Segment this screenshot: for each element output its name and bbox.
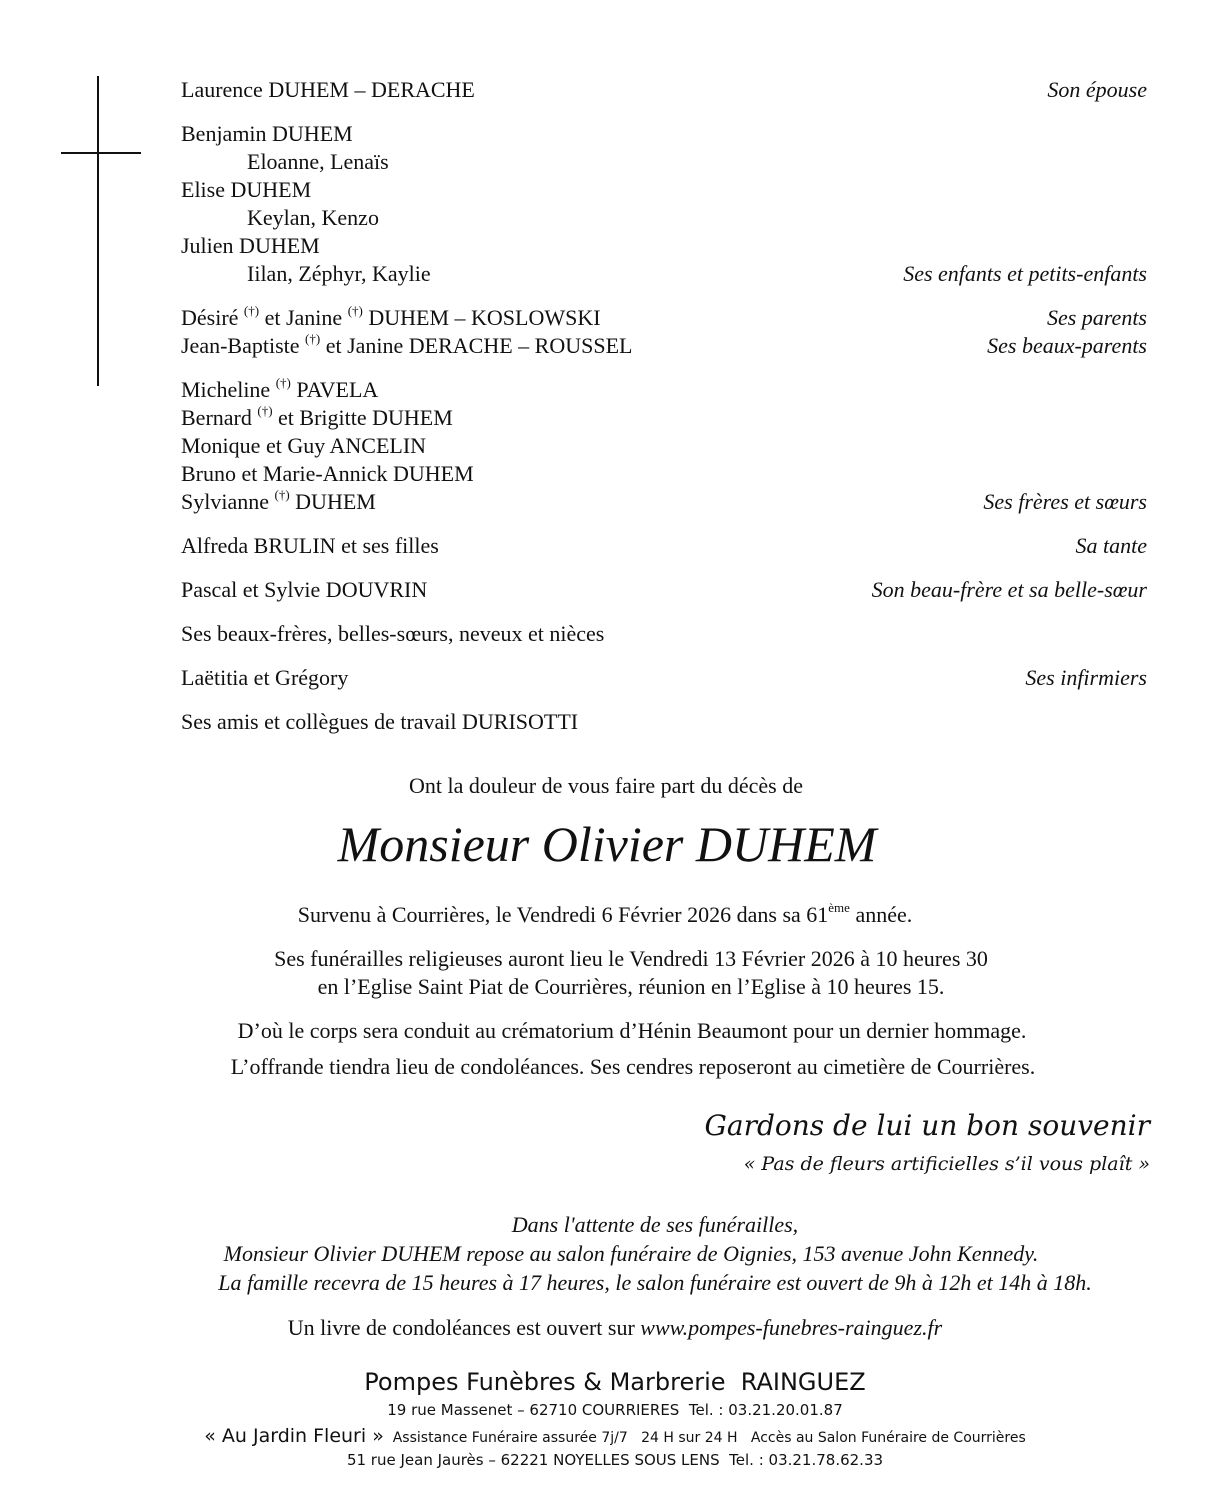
company-address-2: 51 rue Jean Jaurès – 62221 NOYELLES SOUS LENS Tel. : 03.21.78.62.33 [346, 1451, 884, 1469]
in-laws-names: Jean-Baptiste (†) et Janine DERACHE – ROUSSEL [181, 330, 633, 358]
grandchildren-names: Iilan, Zéphyr, Kaylie [247, 261, 431, 286]
dagger-mark: (†) [347, 302, 363, 318]
cross-vertical-bar [97, 76, 99, 386]
flowers-request: « Pas de fleurs artificielles s’il vous plaît » [743, 1153, 1150, 1175]
grandchildren-row [181, 260, 1147, 288]
extended-family-row [181, 620, 1147, 648]
company-name: Pompes Funèbres & Marbrerie RAINGUEZ [364, 1368, 866, 1396]
child-row [181, 176, 1147, 204]
death-notice: Survenu à Courrières, le Vendredi 6 Février 2026 dans sa 61ème année. [297, 899, 913, 927]
aunt-block [181, 532, 1147, 560]
remembrance-quote: Gardons de lui un bon souvenir [704, 1109, 1150, 1142]
child-name: Benjamin DUHEM [181, 121, 353, 146]
spouse-name: Laurence DUHEM – DERACHE [181, 77, 475, 102]
in-laws-role: Ses beaux-parents [987, 333, 1147, 358]
grandchildren-names: Keylan, Kenzo [247, 205, 379, 230]
sibling-name: Bernard (†) et Brigitte DUHEM [181, 402, 453, 430]
child-row [181, 232, 1147, 260]
condolences-line: Un livre de condoléances est ouvert sur www.pompes-funebres-rainguez.fr [287, 1315, 943, 1340]
sibling-row [181, 376, 1147, 404]
grandchildren-names: Eloanne, Lenaïs [247, 149, 389, 174]
funeral-line-2: en l’Eglise Saint Piat de Courrières, réunion en l’Eglise à 10 heures 15. [317, 974, 945, 999]
brother-in-law-block [181, 576, 1147, 604]
nurses-row [181, 664, 1147, 692]
dagger-mark: (†) [305, 330, 321, 346]
sibling-name: Monique et Guy ANCELIN [181, 433, 427, 458]
grandchildren-row [181, 148, 1147, 176]
friends-row [181, 708, 1147, 736]
condolences-url[interactable]: www.pompes-funebres-rainguez.fr [640, 1315, 943, 1340]
salon-line-2: Monsieur Olivier DUHEM repose au salon funéraire de Oignies, 153 avenue John Kennedy. [223, 1241, 1039, 1266]
dagger-mark: (†) [274, 486, 290, 502]
announcement-intro: Ont la douleur de vous faire part du décès de [408, 773, 804, 798]
aunt-name: Alfreda BRULIN et ses filles [181, 533, 439, 558]
child-name: Julien DUHEM [181, 233, 320, 258]
dagger-mark: (†) [275, 374, 291, 390]
jardin-fleuri-label: « Au Jardin Fleuri » [204, 1425, 384, 1447]
sibling-name: Micheline (†) PAVELA [181, 374, 379, 402]
parents-row [181, 304, 1147, 332]
brother-in-law-row [181, 576, 1147, 604]
friends-block [181, 708, 1147, 736]
aunt-role: Sa tante [1075, 533, 1147, 558]
in-laws-row [181, 332, 1147, 360]
parents-names: Désiré (†) et Janine (†) DUHEM – KOSLOWSKI [181, 302, 601, 330]
family-list [181, 76, 1147, 104]
salon-line-3: La famille recevra de 15 heures à 17 heures, le salon funéraire est ouvert de 9h à 12h et 14h à 18h. [218, 1270, 1092, 1295]
sibling-row [181, 488, 1147, 516]
nurses-names: Laëtitia et Grégory [181, 665, 349, 690]
siblings-role: Ses frères et sœurs [983, 489, 1147, 514]
siblings-block [181, 376, 1147, 516]
nurses-block [181, 664, 1147, 692]
spouse-role: Son épouse [1047, 77, 1147, 102]
extended-family-text: Ses beaux-frères, belles-sœurs, neveux et nièces [181, 621, 605, 646]
ordinal-suffix: ème [828, 899, 850, 915]
parents-block [181, 304, 1147, 360]
sibling-row [181, 404, 1147, 432]
spouse-row [181, 76, 1147, 104]
company-address-1: 19 rue Massenet – 62710 COURRIERES Tel. : 03.21.20.01.87 [387, 1401, 843, 1419]
extended-family-block [181, 620, 1147, 648]
sibling-row [181, 432, 1147, 460]
brother-in-law-role: Son beau-frère et sa belle-sœur [871, 577, 1147, 602]
child-row [181, 120, 1147, 148]
salon-line-1: Dans l'attente de ses funérailles, [511, 1212, 799, 1237]
jardin-fleuri-line [8, 1423, 1214, 1451]
sibling-row [181, 460, 1147, 488]
dagger-mark: (†) [257, 402, 273, 418]
deceased-name: Monsieur Olivier DUHEM [337, 816, 877, 872]
parents-role: Ses parents [1046, 305, 1147, 330]
grandchildren-row [181, 204, 1147, 232]
aunt-row [181, 532, 1147, 560]
friends-text: Ses amis et collègues de travail DURISOTTI [181, 709, 579, 734]
crematorium-line: D’où le corps sera conduit au crématorium d’Hénin Beaumont pour un dernier hommage. [237, 1018, 1027, 1043]
brother-in-law-name: Pascal et Sylvie DOUVRIN [181, 577, 428, 602]
assistance-text: Assistance Funéraire assurée 7j/7 24 H sur 24 H Accès au Salon Funéraire de Courrières [383, 1430, 1026, 1446]
sibling-name: Sylvianne (†) DUHEM [181, 486, 376, 514]
children-block [181, 120, 1147, 288]
children-role: Ses enfants et petits-enfants [903, 261, 1147, 286]
sibling-name: Bruno et Marie-Annick DUHEM [181, 461, 474, 486]
nurses-role: Ses infirmiers [1025, 665, 1147, 690]
offering-line: L’offrande tiendra lieu de condoléances. Ses cendres reposeront au cimetière de Courrières. [230, 1054, 1036, 1079]
funeral-line-1: Ses funérailles religieuses auront lieu le Vendredi 13 Février 2026 à 10 heures 30 [274, 946, 988, 971]
cross-horizontal-bar [61, 152, 141, 154]
dagger-mark: (†) [243, 302, 260, 318]
child-name: Elise DUHEM [181, 177, 312, 202]
